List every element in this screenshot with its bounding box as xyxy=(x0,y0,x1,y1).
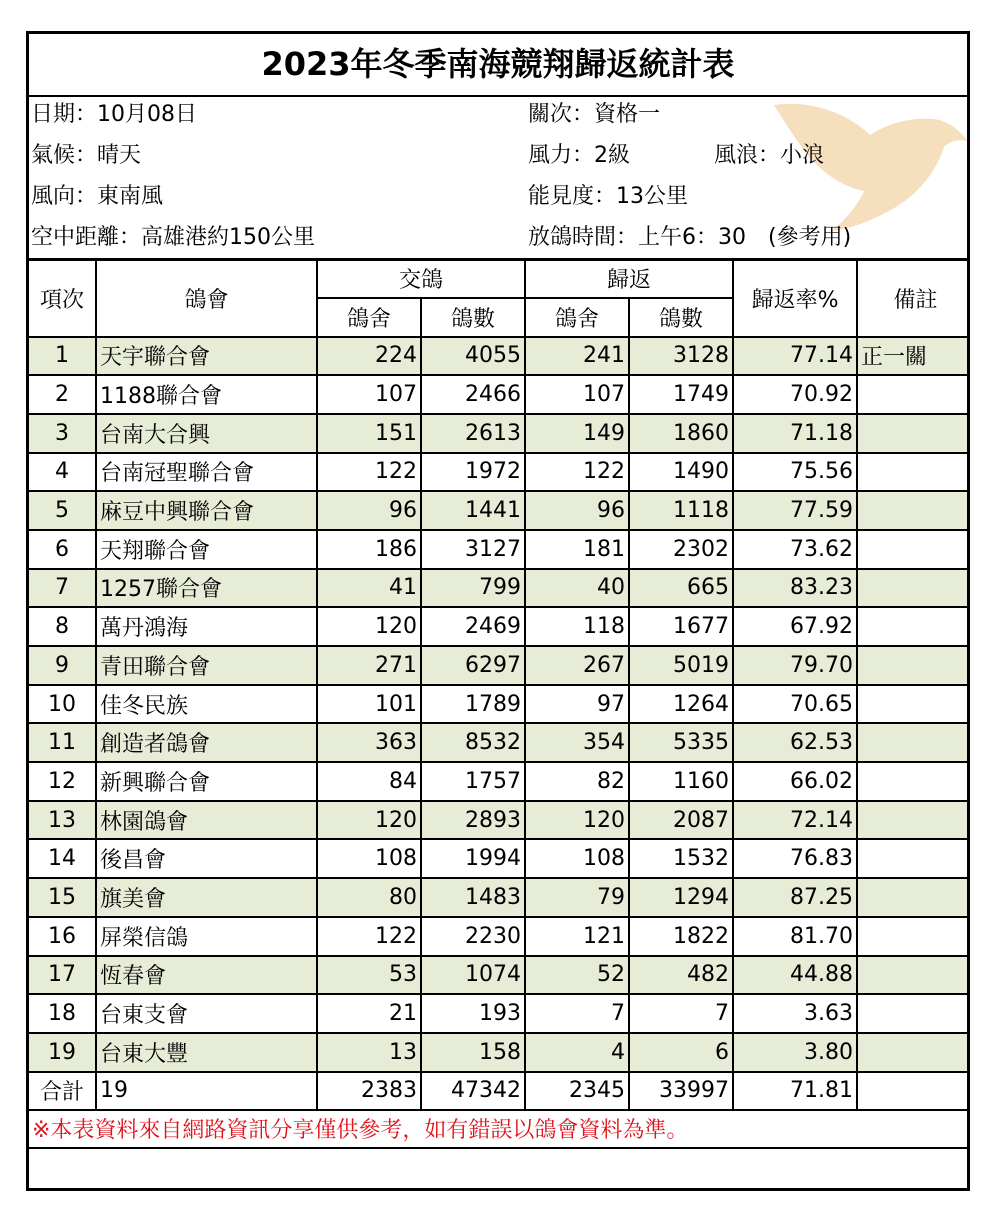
cell-return-rate: 3.80 xyxy=(733,1033,857,1072)
total-entered-birds: 47342 xyxy=(421,1072,525,1110)
total-returned-birds: 33997 xyxy=(629,1072,733,1110)
cell-remark xyxy=(857,801,970,840)
cell-returned-lofts: 97 xyxy=(525,685,629,724)
return-statistics-table xyxy=(29,258,970,1149)
cell-entered-lofts: 53 xyxy=(317,956,421,995)
header-row xyxy=(29,260,970,298)
cell-returned-birds: 6 xyxy=(629,1033,733,1072)
cell-club: 佳冬民族 xyxy=(96,685,317,724)
cell-returned-birds: 7 xyxy=(629,994,733,1033)
total-row xyxy=(29,1072,970,1110)
header-entered: 交鴿 xyxy=(317,260,525,298)
cell-returned-lofts: 267 xyxy=(525,646,629,685)
table-row xyxy=(29,453,970,492)
cell-remark xyxy=(857,375,970,414)
cell-returned-birds: 2302 xyxy=(629,530,733,569)
cell-entered-lofts: 101 xyxy=(317,685,421,724)
cell-club: 1257聯合會 xyxy=(96,569,317,608)
cell-entered-lofts: 186 xyxy=(317,530,421,569)
cell-entered-lofts: 96 xyxy=(317,491,421,530)
info-date: 日期：10月08日 xyxy=(31,102,197,127)
table-row xyxy=(29,607,970,646)
header-returned-lofts: 鴿舍 xyxy=(525,298,629,337)
cell-index: 14 xyxy=(29,839,96,878)
cell-club: 台東大豐 xyxy=(96,1033,317,1072)
info-waves: 風浪：小浪 xyxy=(714,143,825,168)
cell-return-rate: 77.14 xyxy=(733,337,857,376)
cell-entered-birds: 1441 xyxy=(421,491,525,530)
table-body xyxy=(29,337,970,1072)
cell-returned-lofts: 149 xyxy=(525,414,629,453)
cell-returned-lofts: 122 xyxy=(525,453,629,492)
cell-remark xyxy=(857,839,970,878)
cell-returned-birds: 1749 xyxy=(629,375,733,414)
cell-returned-birds: 2087 xyxy=(629,801,733,840)
table-row xyxy=(29,994,970,1033)
cell-returned-lofts: 354 xyxy=(525,723,629,762)
cell-entered-lofts: 122 xyxy=(317,917,421,956)
cell-index: 8 xyxy=(29,607,96,646)
cell-return-rate: 62.53 xyxy=(733,723,857,762)
header-remark: 備註 xyxy=(857,260,970,337)
cell-returned-birds: 482 xyxy=(629,956,733,995)
info-release-time: 放鴿時間：上午6：30 (參考用) xyxy=(528,225,852,250)
table-row xyxy=(29,1033,970,1072)
cell-entered-birds: 2469 xyxy=(421,607,525,646)
cell-entered-lofts: 363 xyxy=(317,723,421,762)
info-visibility: 能見度：13公里 xyxy=(528,184,688,209)
cell-index: 1 xyxy=(29,337,96,376)
cell-returned-birds: 1118 xyxy=(629,491,733,530)
cell-returned-lofts: 107 xyxy=(525,375,629,414)
cell-return-rate: 83.23 xyxy=(733,569,857,608)
cell-entered-lofts: 224 xyxy=(317,337,421,376)
cell-returned-birds: 1490 xyxy=(629,453,733,492)
page-title: 2023年冬季南海競翔歸返統計表 xyxy=(261,45,735,83)
cell-entered-birds: 1757 xyxy=(421,762,525,801)
cell-return-rate: 66.02 xyxy=(733,762,857,801)
table-row xyxy=(29,762,970,801)
total-rate: 71.81 xyxy=(733,1072,857,1110)
cell-remark xyxy=(857,491,970,530)
cell-returned-birds: 3128 xyxy=(629,337,733,376)
total-entered-lofts: 2383 xyxy=(317,1072,421,1110)
cell-returned-lofts: 52 xyxy=(525,956,629,995)
cell-index: 9 xyxy=(29,646,96,685)
info-wind-direction: 風向：東南風 xyxy=(31,184,164,209)
cell-returned-birds: 5019 xyxy=(629,646,733,685)
cell-returned-lofts: 79 xyxy=(525,878,629,917)
cell-return-rate: 70.65 xyxy=(733,685,857,724)
cell-index: 10 xyxy=(29,685,96,724)
cell-entered-birds: 2230 xyxy=(421,917,525,956)
cell-remark xyxy=(857,530,970,569)
cell-remark xyxy=(857,762,970,801)
table-row xyxy=(29,723,970,762)
cell-entered-birds: 8532 xyxy=(421,723,525,762)
cell-return-rate: 79.70 xyxy=(733,646,857,685)
cell-remark: 正一關 xyxy=(857,337,970,376)
cell-remark xyxy=(857,878,970,917)
cell-club: 1188聯合會 xyxy=(96,375,317,414)
cell-entered-lofts: 108 xyxy=(317,839,421,878)
cell-returned-birds: 1860 xyxy=(629,414,733,453)
cell-club: 恆春會 xyxy=(96,956,317,995)
cell-return-rate: 73.62 xyxy=(733,530,857,569)
cell-returned-lofts: 108 xyxy=(525,839,629,878)
info-weather: 氣候：晴天 xyxy=(31,143,142,168)
table-row xyxy=(29,337,970,376)
cell-return-rate: 3.63 xyxy=(733,994,857,1033)
table-row xyxy=(29,646,970,685)
cell-returned-birds: 1294 xyxy=(629,878,733,917)
cell-returned-lofts: 241 xyxy=(525,337,629,376)
disclaimer-note: ※本表資料來自網路資訊分享僅供參考，如有錯誤以鴿會資料為準。 xyxy=(29,1110,970,1148)
cell-club: 天宇聯合會 xyxy=(96,337,317,376)
header-index: 項次 xyxy=(29,260,96,337)
total-returned-lofts: 2345 xyxy=(525,1072,629,1110)
cell-entered-birds: 1074 xyxy=(421,956,525,995)
cell-index: 12 xyxy=(29,762,96,801)
cell-club: 後昌會 xyxy=(96,839,317,878)
cell-index: 5 xyxy=(29,491,96,530)
cell-index: 19 xyxy=(29,1033,96,1072)
cell-returned-lofts: 118 xyxy=(525,607,629,646)
cell-returned-birds: 1264 xyxy=(629,685,733,724)
cell-return-rate: 67.92 xyxy=(733,607,857,646)
cell-remark xyxy=(857,607,970,646)
note-row xyxy=(29,1110,970,1148)
cell-return-rate: 81.70 xyxy=(733,917,857,956)
cell-index: 4 xyxy=(29,453,96,492)
cell-entered-birds: 2466 xyxy=(421,375,525,414)
table-row xyxy=(29,685,970,724)
cell-remark xyxy=(857,414,970,453)
cell-club: 台南冠聖聯合會 xyxy=(96,453,317,492)
cell-return-rate: 77.59 xyxy=(733,491,857,530)
cell-entered-lofts: 84 xyxy=(317,762,421,801)
cell-entered-lofts: 107 xyxy=(317,375,421,414)
cell-index: 15 xyxy=(29,878,96,917)
cell-entered-birds: 799 xyxy=(421,569,525,608)
cell-remark xyxy=(857,723,970,762)
cell-index: 7 xyxy=(29,569,96,608)
table-row xyxy=(29,956,970,995)
cell-returned-birds: 5335 xyxy=(629,723,733,762)
cell-returned-lofts: 40 xyxy=(525,569,629,608)
cell-index: 2 xyxy=(29,375,96,414)
cell-entered-lofts: 80 xyxy=(317,878,421,917)
cell-club: 台東支會 xyxy=(96,994,317,1033)
cell-index: 16 xyxy=(29,917,96,956)
cell-remark xyxy=(857,685,970,724)
cell-club: 屏榮信鴿 xyxy=(96,917,317,956)
cell-entered-lofts: 120 xyxy=(317,801,421,840)
cell-club: 旗美會 xyxy=(96,878,317,917)
cell-entered-birds: 158 xyxy=(421,1033,525,1072)
total-clubs: 19 xyxy=(96,1072,317,1110)
total-remark xyxy=(857,1072,970,1110)
table-row xyxy=(29,414,970,453)
cell-return-rate: 76.83 xyxy=(733,839,857,878)
cell-entered-lofts: 41 xyxy=(317,569,421,608)
cell-entered-birds: 2893 xyxy=(421,801,525,840)
header-rate: 歸返率% xyxy=(733,260,857,337)
header-club: 鴿會 xyxy=(96,260,317,337)
cell-club: 新興聯合會 xyxy=(96,762,317,801)
cell-remark xyxy=(857,646,970,685)
cell-return-rate: 75.56 xyxy=(733,453,857,492)
cell-returned-lofts: 120 xyxy=(525,801,629,840)
cell-returned-lofts: 4 xyxy=(525,1033,629,1072)
cell-return-rate: 71.18 xyxy=(733,414,857,453)
table-row xyxy=(29,801,970,840)
cell-index: 13 xyxy=(29,801,96,840)
cell-return-rate: 44.88 xyxy=(733,956,857,995)
info-air-distance: 空中距離：高雄港約150公里 xyxy=(31,225,315,250)
cell-returned-lofts: 181 xyxy=(525,530,629,569)
cell-returned-lofts: 121 xyxy=(525,917,629,956)
table-row xyxy=(29,375,970,414)
cell-return-rate: 72.14 xyxy=(733,801,857,840)
cell-remark xyxy=(857,917,970,956)
cell-returned-birds: 1822 xyxy=(629,917,733,956)
cell-entered-birds: 193 xyxy=(421,994,525,1033)
cell-entered-lofts: 271 xyxy=(317,646,421,685)
info-wind-force: 風力：2級 xyxy=(528,143,630,168)
header-entered-lofts: 鴿舍 xyxy=(317,298,421,337)
cell-index: 6 xyxy=(29,530,96,569)
cell-index: 3 xyxy=(29,414,96,453)
cell-returned-lofts: 82 xyxy=(525,762,629,801)
cell-returned-birds: 1160 xyxy=(629,762,733,801)
table-row xyxy=(29,530,970,569)
cell-returned-birds: 665 xyxy=(629,569,733,608)
cell-remark xyxy=(857,569,970,608)
cell-entered-lofts: 151 xyxy=(317,414,421,453)
statistics-sheet xyxy=(26,31,970,1191)
cell-index: 11 xyxy=(29,723,96,762)
cell-remark xyxy=(857,453,970,492)
cell-entered-birds: 6297 xyxy=(421,646,525,685)
cell-entered-lofts: 120 xyxy=(317,607,421,646)
cell-entered-birds: 3127 xyxy=(421,530,525,569)
cell-return-rate: 70.92 xyxy=(733,375,857,414)
cell-club: 台南大合興 xyxy=(96,414,317,453)
cell-club: 青田聯合會 xyxy=(96,646,317,685)
cell-entered-lofts: 21 xyxy=(317,994,421,1033)
cell-entered-lofts: 122 xyxy=(317,453,421,492)
cell-entered-birds: 1994 xyxy=(421,839,525,878)
cell-entered-birds: 4055 xyxy=(421,337,525,376)
cell-index: 18 xyxy=(29,994,96,1033)
table-row xyxy=(29,917,970,956)
cell-entered-birds: 2613 xyxy=(421,414,525,453)
table-row xyxy=(29,569,970,608)
cell-club: 天翔聯合會 xyxy=(96,530,317,569)
cell-entered-birds: 1483 xyxy=(421,878,525,917)
cell-remark xyxy=(857,1033,970,1072)
cell-returned-lofts: 96 xyxy=(525,491,629,530)
cell-entered-birds: 1972 xyxy=(421,453,525,492)
cell-entered-lofts: 13 xyxy=(317,1033,421,1072)
header-returned-birds: 鴿數 xyxy=(629,298,733,337)
cell-remark xyxy=(857,994,970,1033)
info-stage: 關次：資格一 xyxy=(528,102,661,127)
header-entered-birds: 鴿數 xyxy=(421,298,525,337)
cell-return-rate: 87.25 xyxy=(733,878,857,917)
cell-entered-birds: 1789 xyxy=(421,685,525,724)
cell-club: 創造者鴿會 xyxy=(96,723,317,762)
cell-club: 麻豆中興聯合會 xyxy=(96,491,317,530)
cell-club: 林園鴿會 xyxy=(96,801,317,840)
cell-index: 17 xyxy=(29,956,96,995)
cell-remark xyxy=(857,956,970,995)
cell-returned-lofts: 7 xyxy=(525,994,629,1033)
table-row xyxy=(29,878,970,917)
table-row xyxy=(29,839,970,878)
cell-returned-birds: 1677 xyxy=(629,607,733,646)
cell-club: 萬丹鴻海 xyxy=(96,607,317,646)
total-label: 合計 xyxy=(29,1072,96,1110)
header-returned: 歸返 xyxy=(525,260,733,298)
cell-returned-birds: 1532 xyxy=(629,839,733,878)
table-row xyxy=(29,491,970,530)
